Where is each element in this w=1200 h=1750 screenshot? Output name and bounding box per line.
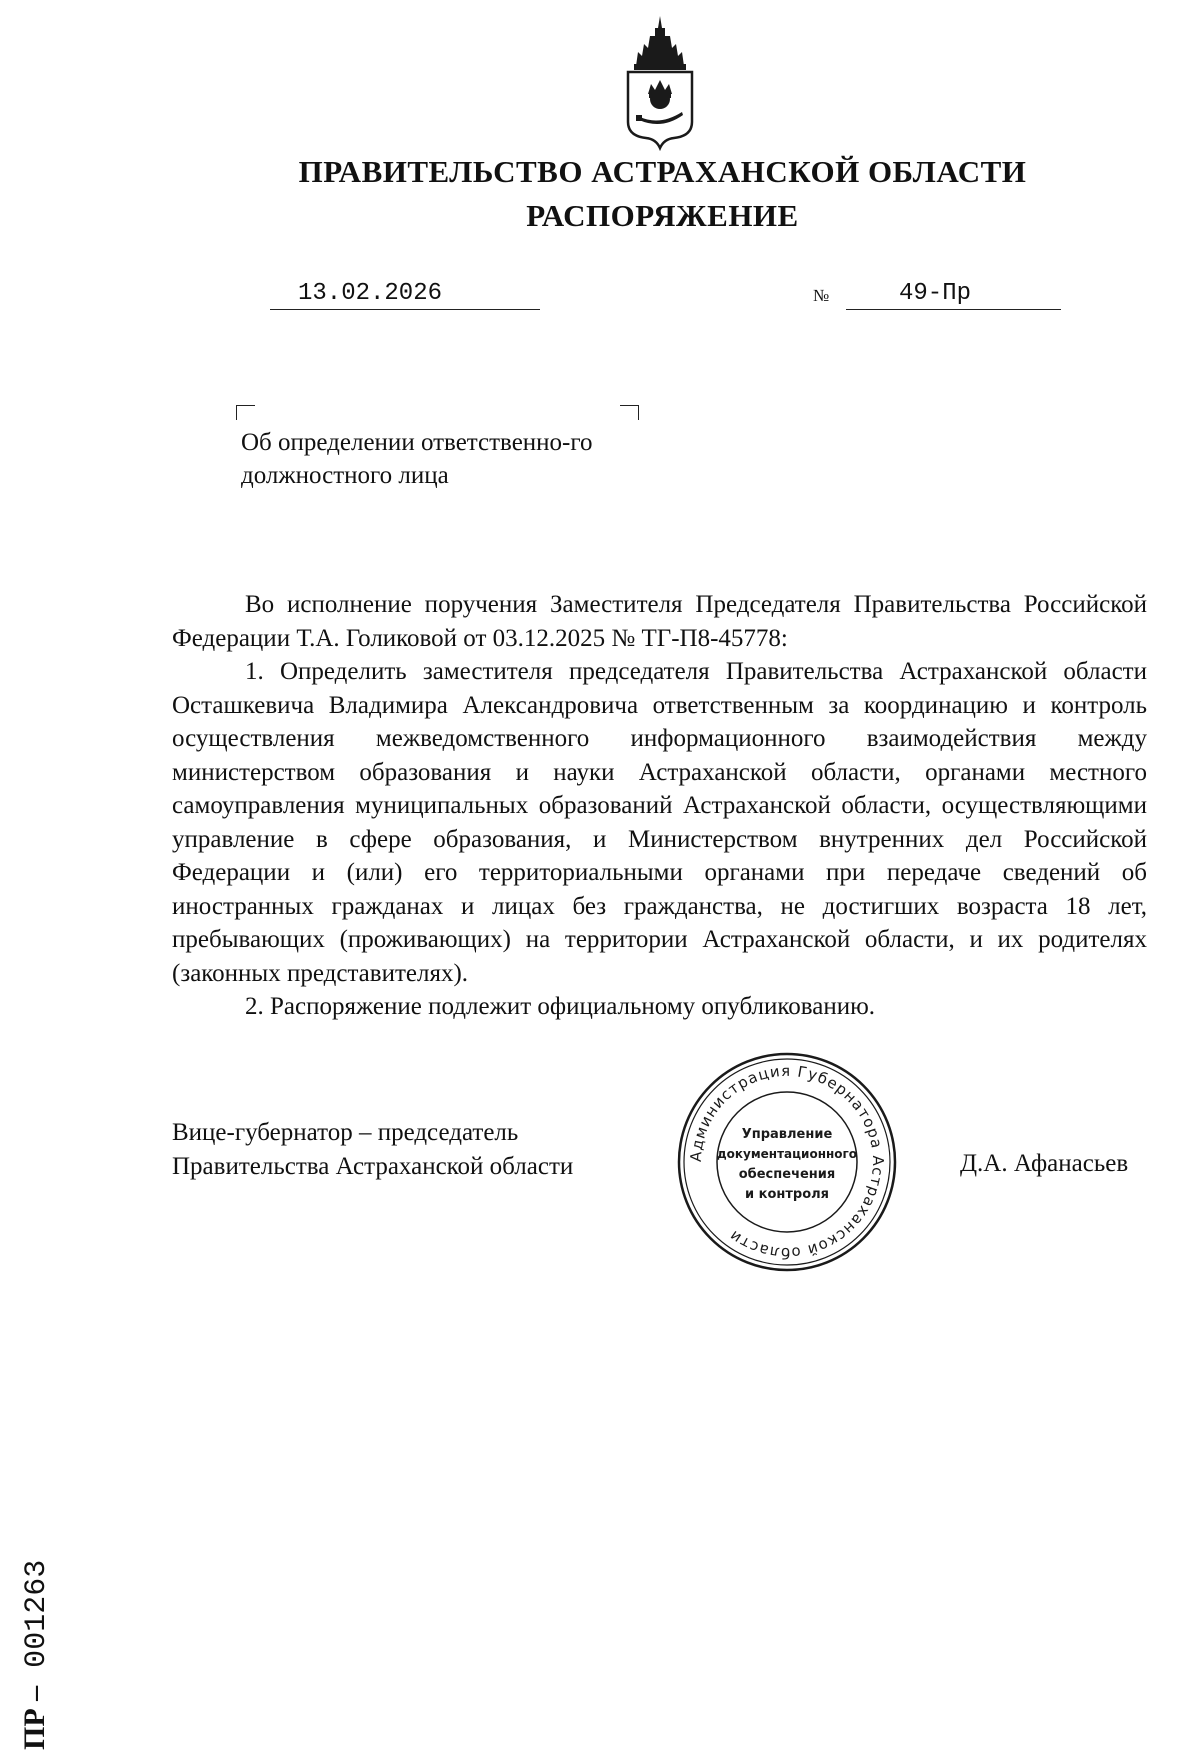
- registration-value: 001263: [20, 1559, 54, 1668]
- signatory-position: [172, 1116, 652, 1184]
- official-seal-icon: [675, 1050, 899, 1274]
- signatory-position-line-1: Вице-губернатор – председатель: [172, 1119, 519, 1146]
- government-title: ПРАВИТЕЛЬСТВО АСТРАХАНСКОЙ ОБЛАСТИ: [298, 154, 1027, 189]
- document-subject: Об определении ответственно-го должностного лица: [241, 429, 593, 489]
- stamp-center-line-2: документационного: [716, 1147, 858, 1161]
- signatory-name: Д.А. Афанасьев: [960, 1150, 1129, 1177]
- stamp-center-line-4: и контроля: [744, 1187, 830, 1202]
- stamp-center-line-1: Управление: [741, 1127, 833, 1142]
- stamp-center-line-3: обеспечения: [738, 1167, 836, 1182]
- signatory-position-line-2: Правительства Астраханской области: [172, 1153, 574, 1180]
- subject-corner-right: [620, 405, 639, 420]
- registration-number: [18, 1510, 54, 1750]
- body-paragraph-item-1: 1. Определить заместителя председателя Правительства Астраханской области Осташкевича Владимира Александровича ответственным за координацию и контроль осуществления межведомственного информационного взаимодействия между министерством образования и науки Астраханской области, органами местного самоуправления муниципальных образований Астраханской области, осуществляющими управление в сфере образования, и Министерством внутренних дел Российской Федерации и (или) его территориальными органами при передаче сведений об иностранных гражданах и лицах без гражданства, не достигших возраста 18 лет, пребывающих (проживающих) на территории Астраханской области, и их родителях (законных представителях).: [172, 658, 1147, 987]
- date-underline: [270, 309, 540, 310]
- document-body: [172, 588, 1147, 1024]
- number-sign: №: [813, 286, 830, 305]
- number-underline: [846, 309, 1061, 310]
- body-paragraph-item-2: 2. Распоряжение подлежит официальному опубликованию.: [245, 993, 876, 1020]
- document-date: 13.02.2026: [297, 280, 443, 307]
- subject-corner-left: [236, 405, 255, 420]
- document-number: 49-Пр: [898, 280, 971, 307]
- coat-of-arms-icon: [620, 14, 700, 152]
- body-paragraph-preamble: Во исполнение поручения Заместителя Председателя Правительства Российской Федерации Т.А. Голиковой от 03.12.2025 № ТГ-П8-45778:: [172, 591, 1147, 652]
- registration-prefix: ПР –: [18, 1685, 51, 1750]
- stamp-ring-text: Администрация Губернатора Астраханской области: [686, 1061, 888, 1263]
- document-type: РАСПОРЯЖЕНИЕ: [526, 198, 799, 233]
